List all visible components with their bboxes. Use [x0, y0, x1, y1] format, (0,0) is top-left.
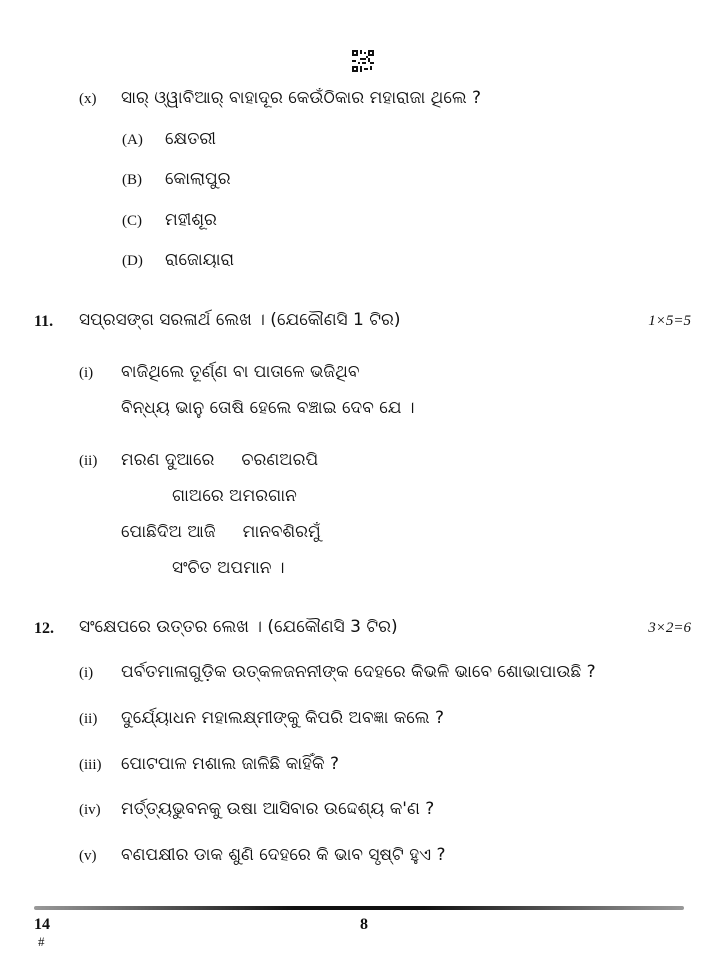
- poem-line: ସଂଚିତ ଅପମାନ ।: [172, 558, 285, 578]
- sub-question-text: ପର୍ବତମାଳାଗୁଡ଼ିକ ଉତ୍କଳଜନନୀଙ୍କ ଦେହରେ କିଭଳି ଭାବେ ଶୋଭାପାଉଛି ?: [121, 662, 596, 682]
- poem-line: ଗାଅରେ ଅମରଗାନ: [172, 486, 297, 506]
- question-label: (x): [79, 91, 97, 107]
- poem-line: ମରଣ ଦୁଆରେ ଚରଣଅରପି: [121, 450, 319, 470]
- sub-question-text: ପୋଟପାଳ ମଶାଲ ଜାଳିଛି କାହିଁକି ?: [121, 754, 340, 774]
- sub-question-label: (iii): [79, 757, 102, 773]
- sub-question-label: (ii): [79, 453, 98, 469]
- sub-question-text: ଦୁର୍ଯ୍ୟୋଧନ ମହାଲକ୍ଷ୍ମୀଙ୍କୁ କିପରି ଅବଜ୍ଞା କଲେ ?: [121, 708, 445, 728]
- qr-code-icon: [352, 50, 374, 72]
- sub-question-label: (i): [79, 365, 94, 381]
- sub-question-text: ବଣପକ୍ଷୀର ଡାକ ଶୁଣି ଦେହରେ କି ଭାବ ସୃଷ୍ଟି ହୁଏ ?: [121, 845, 446, 865]
- marks-allocation: 1×5=5: [648, 313, 691, 329]
- option-label: (B): [122, 172, 142, 188]
- question-number: 12.: [34, 620, 54, 637]
- question-text: ସପ୍ରସଙ୍ଗ ସରଳାର୍ଥ ଲେଖ । (ଯେକୌଣସି 1 ଟିର): [79, 310, 401, 330]
- sub-question-text: ମର୍ତ୍ତ୍ୟଭୁବନକୁ ଉଷା ଆସିବାର ଉଦ୍ଦେଶ୍ୟ କ'ଣ ?: [121, 799, 435, 819]
- option-text: କୋଲାପୁର: [165, 169, 231, 189]
- hash-mark: #: [38, 934, 45, 949]
- marks-allocation: 3×2=6: [648, 620, 691, 636]
- question-number: 11.: [34, 313, 54, 330]
- option-label: (A): [122, 132, 143, 148]
- option-label: (D): [122, 253, 143, 269]
- sub-question-label: (iv): [79, 802, 101, 818]
- question-text: ସାର୍ ଓ୍ୱାବିଆର୍ ବାହାଦୂର କେଉଁଠିକାର ମହାରାଜା ଥିଲେ ?: [121, 88, 482, 108]
- sub-question-label: (i): [79, 665, 94, 681]
- footer-rule: [34, 906, 684, 910]
- option-text: ମହୀଶୂର: [165, 210, 217, 230]
- paper-code: 14: [34, 916, 50, 933]
- question-text: ସଂକ୍ଷେପରେ ଉତ୍ତର ଲେଖ । (ଯେକୌଣସି 3 ଟିର): [79, 617, 398, 637]
- poem-line: ବାଜିଥିଲେ ତୂର୍ଣ୍ଣ ବା ପାତାଳେ ଭଜିଥିବ: [121, 362, 360, 382]
- option-label: (C): [122, 213, 142, 229]
- poem-line: ବିନ୍ଧ୍ୟ ଭାନୁ ତୋଷି ହେଲେ ବଞ୍ଚାଇ ଦେବ ଯେ ।: [121, 398, 415, 418]
- sub-question-label: (ii): [79, 711, 98, 727]
- page-number: 8: [360, 916, 368, 933]
- poem-line: ପୋଛିଦିଅ ଆଜି ମାନବଶିରମୁଁ: [121, 522, 321, 542]
- sub-question-label: (v): [79, 848, 97, 864]
- option-text: ରାଜୋୟାରା: [165, 250, 235, 270]
- option-text: କ୍ଷେତରୀ: [165, 129, 216, 149]
